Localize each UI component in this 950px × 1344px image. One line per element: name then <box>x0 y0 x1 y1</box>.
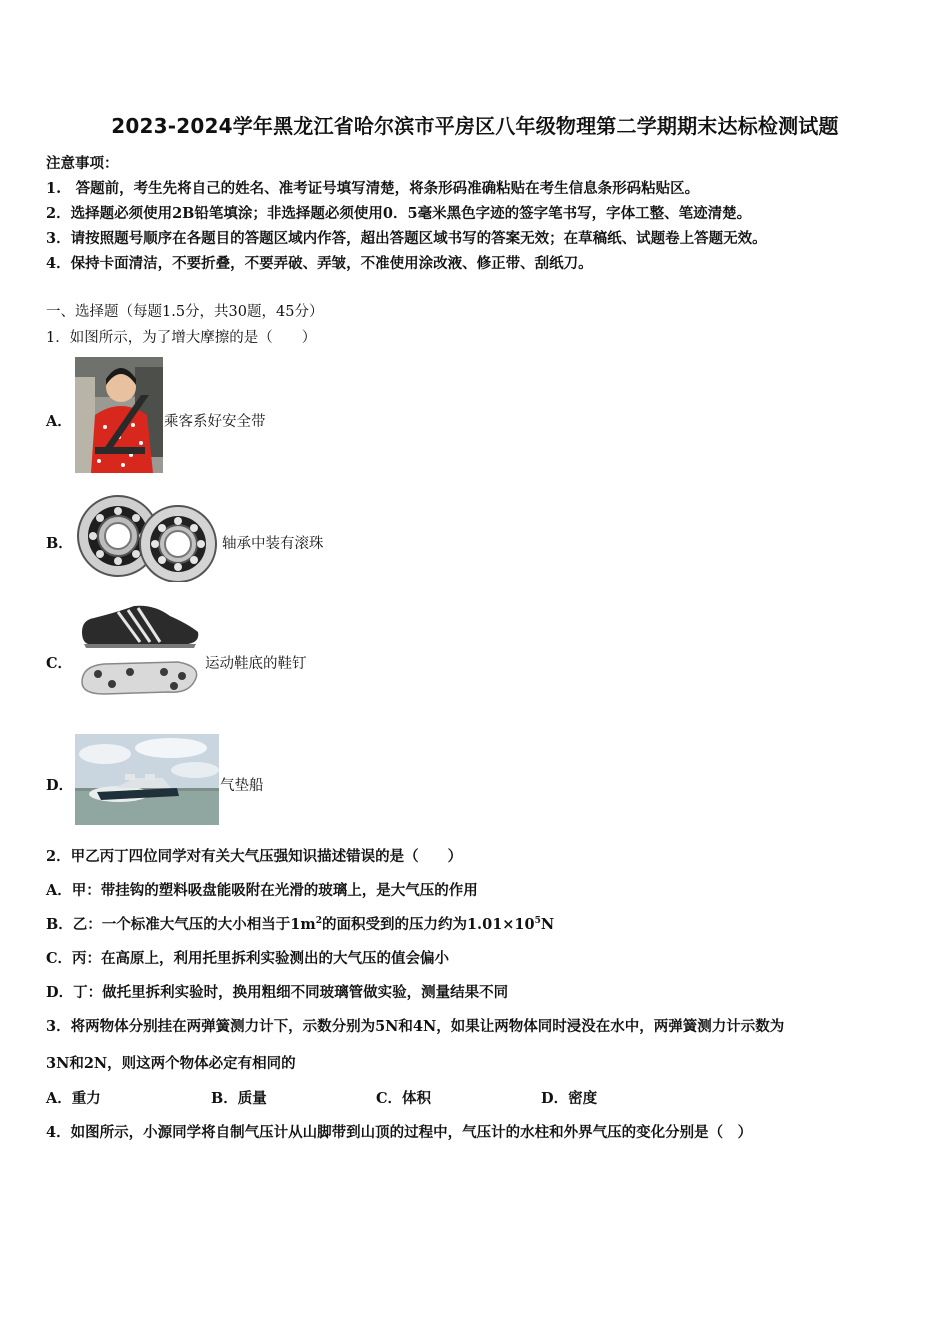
question-3-choice-c: C．体积 <box>376 1090 432 1107</box>
option-c-text: 运动鞋底的鞋钉 <box>205 656 307 672</box>
option-d-label: D． <box>46 777 74 794</box>
notice-item: 2．选择题必须使用2B铅笔填涂；非选择题必须使用0．5毫米黑色字迹的签字笔书写，字体工整、笔迹清楚。 <box>46 205 752 222</box>
option-b-middle: 的面积受到的压力约为 <box>321 916 467 933</box>
question-3-choice-d: D．密度 <box>541 1090 598 1107</box>
seatbelt-photo-icon <box>75 357 163 473</box>
option-d-text: 气垫船 <box>220 778 264 794</box>
option-a-text: 乘客系好安全带 <box>164 414 266 430</box>
question-3-choice-a: A．重力 <box>46 1090 101 1107</box>
option-c-label: C． <box>46 655 73 672</box>
question-2-option-b <box>46 913 554 934</box>
pressure-value: 1.01×10 <box>466 916 535 933</box>
force-unit: N <box>540 916 555 933</box>
question-2-stem: 2．甲乙丙丁四位同学对有关大气压强知识描述错误的是（ ） <box>46 848 463 865</box>
section-heading: 一、选择题（每题1.5分，共30题，45分） <box>46 304 324 320</box>
question-4-stem: 4．如图所示，小源同学将自制气压计从山脚带到山顶的过程中，气压计的水柱和外界气压的变化分别是（ ） <box>46 1124 753 1141</box>
question-2-option-c: C．丙：在高原上，利用托里拆利实验测出的大气压的值会偏小 <box>46 950 450 967</box>
hovercraft-photo-icon <box>75 734 219 825</box>
option-a-label: A． <box>46 413 72 430</box>
question-3-stem-continued: 3N和2N，则这两个物体必定有相同的 <box>46 1055 296 1072</box>
cleat-shoe-photo-icon <box>78 602 202 700</box>
page-title: 2023-2024学年黑龙江省哈尔滨市平房区八年级物理第二学期期末达标检测试题 <box>111 114 839 138</box>
question-2-option-d: D．丁：做托里拆利实验时，换用粗细不同玻璃管做实验，测量结果不同 <box>46 984 509 1001</box>
option-b-label: B． <box>46 535 73 552</box>
question-3-choice-b: B．质量 <box>211 1090 267 1107</box>
notice-item: 3．请按照题号顺序在各题目的答题区域内作答，超出答题区域书写的答案无效；在草稿纸、试题卷上答题无效。 <box>46 230 767 247</box>
question-1-stem: 1．如图所示，为了增大摩擦的是（ ） <box>46 330 317 346</box>
bearing-photo-icon <box>76 494 220 582</box>
question-2-option-a: A．甲：带挂钩的塑料吸盘能吸附在光滑的玻璃上，是大气压的作用 <box>46 882 478 899</box>
notice-item: 1. 答题前，考生先将自己的姓名、准考证号填写清楚，将条形码准确粘贴在考生信息条形码粘贴区。 <box>46 180 700 197</box>
area-unit-exponent: 2 <box>315 916 322 927</box>
question-3-stem: 3．将两物体分别挂在两弹簧测力计下，示数分别为5N和4N，如果让两物体同时浸没在水中，两弹簧测力计示数为 <box>46 1018 785 1035</box>
notice-heading: 注意事项： <box>46 155 119 172</box>
option-b-text: 轴承中装有滚珠 <box>222 536 324 552</box>
option-b-prefix: B．乙：一个标准大气压的大小相当于 <box>46 916 291 933</box>
area-unit: 1m <box>290 916 316 933</box>
notice-item: 4．保持卡面清洁，不要折叠，不要弄破、弄皱，不准使用涂改液、修正带、刮纸刀。 <box>46 255 593 272</box>
pressure-exponent: 5 <box>534 916 541 927</box>
